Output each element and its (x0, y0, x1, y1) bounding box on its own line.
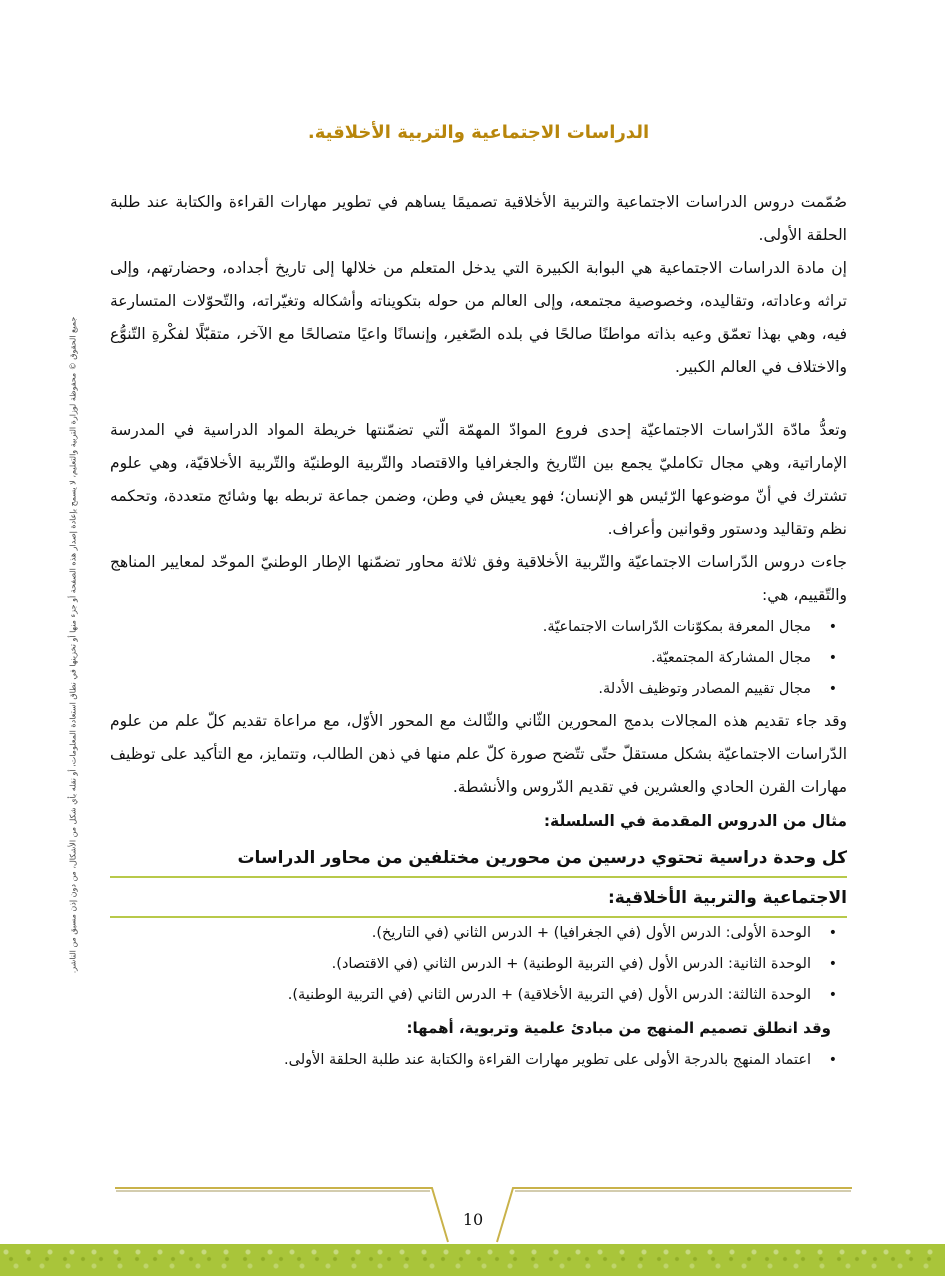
units-list (110, 918, 847, 1011)
copyright-sidebar (66, 300, 80, 990)
list-item: • مجال المشاركة المجتمعيّة. (110, 643, 811, 674)
principles-heading: وقد انطلق تصميم المنهج من مبادئ علمية وتربوية، أهمها: (406, 1019, 831, 1037)
page-title: الدراسات الاجتماعية والتربية الأخلاقية. (307, 122, 650, 143)
list-item: • الوحدة الثانية: الدرس الأول (في التربية الوطنية) + الدرس الثاني (في الاقتصاد). (110, 949, 811, 980)
paragraph-subject: وتعدُّ مادّة الدّراسات الاجتماعيّة إحدى فروع الموادّ المهمّة الّتي تضمّنتها خريطة المواد الدراسية في المدرسة الإماراتية، وهي مجال تكامليّ يجمع بين التّاريخ والجغرافيا والاقتصاد والتّربية الوطنيّة والتّربية الأخلاقيّة، وهي علوم تشترك في أنّ موضوعها الرّئيس هو الإنسان؛ فهو يعيش في وطن، وضمن جماعة تربطه بها وشائج متعددة، وتحكمه نظم وتقاليد ودستور وقوانين وأعراف. (110, 421, 847, 538)
principles-list (110, 1045, 847, 1076)
list-item: • الوحدة الثالثة: الدرس الأول (في التربية الأخلاقية) + الدرس الثاني (في التربية الوطنية). (110, 980, 811, 1011)
highlight-text: كل وحدة دراسية تحتوي درسين من محورين مختلفين من محاور الدراسات (237, 848, 847, 868)
main-content (110, 118, 847, 1076)
paragraph-gateway: إن مادة الدراسات الاجتماعية هي البوابة الكبيرة التي يدخل المتعلم من خلالها إلى تاريخ أجداده، وحضارتهم، وإلى تراثه وعاداته، وتقاليده، وخصوصية مجتمعه، وإلى العالم من حوله بتكويناته وأشكاله وتغيّراته، والتّحوّلات المتسارعة فيه، وهي بهذا تعمّق وعيه بذاته مواطنًا صالحًا في بلده الصّغير، وإنسانًا واعيًا متصالحًا مع الآخر، متقبّلًا لفكْرةِ التّنوُّع والاختلاف في العالم الكبير. (110, 259, 847, 376)
highlight-line-2 (110, 878, 847, 918)
list-item: • اعتماد المنهج بالدرجة الأولى على تطوير مهارات القراءة والكتابة عند طلبة الحلقة الأولى. (110, 1045, 811, 1076)
list-item: • مجال المعرفة بمكوّنات الدّراسات الاجتماعيّة. (110, 612, 811, 643)
axes-list (110, 612, 847, 705)
spacer (110, 384, 847, 414)
list-item: • الوحدة الأولى: الدرس الأول (في الجغرافيا) + الدرس الثاني (في التاريخ). (110, 918, 811, 949)
example-heading: مثال من الدروس المقدمة في السلسلة: (543, 812, 847, 830)
paragraph-intro: صُمّمت دروس الدراسات الاجتماعية والتربية الأخلاقية تصميمًا يساهم في تطوير مهارات القراءة والكتابة عند طلبة الحلقة الأولى. (110, 193, 847, 244)
list-item: • مجال تقييم المصادر وتوظيف الأدلة. (110, 674, 811, 705)
highlight-text: الاجتماعية والتربية الأخلاقية: (607, 888, 847, 908)
highlight-line-1 (110, 838, 847, 878)
paragraph-integration: وقد جاء تقديم هذه المجالات بدمج المحورين الثّاني والثّالث مع المحور الأوّل، مع مراعاة تقديم كلّ علم من علوم الدّراسات الاجتماعيّة بشكل مستقلّ حتّى تتّضح صورة كلّ علم منها في ذهن الطالب، وتتمايز، مع التأكيد على توظيف مهارات القرن الحادي والعشرين في تقديم الدّروس والأنشطة. (110, 712, 847, 796)
copyright-note: جميع الحقوق © محفوظة لوزارة التربية والتعليم، لا يسمح بإعادة إصدار هذه الصفحة أو جزء منها أو تخزينها في نطاق استعادة المعلومات، أو نقله بأي شكل من الأشكال، من دون إذن مسبق من الناشر. (68, 316, 78, 974)
footer-pattern-band (0, 1244, 945, 1276)
paragraph-axes-intro: جاءت دروس الدّراسات الاجتماعيّة والتّربية الأخلاقية وفق ثلاثة محاور تضمّنها الإطار الوطنيّ الموحّد لمعايير المناهج والتّقييم، هي: (110, 553, 847, 604)
page-number: 10 (462, 1210, 484, 1229)
